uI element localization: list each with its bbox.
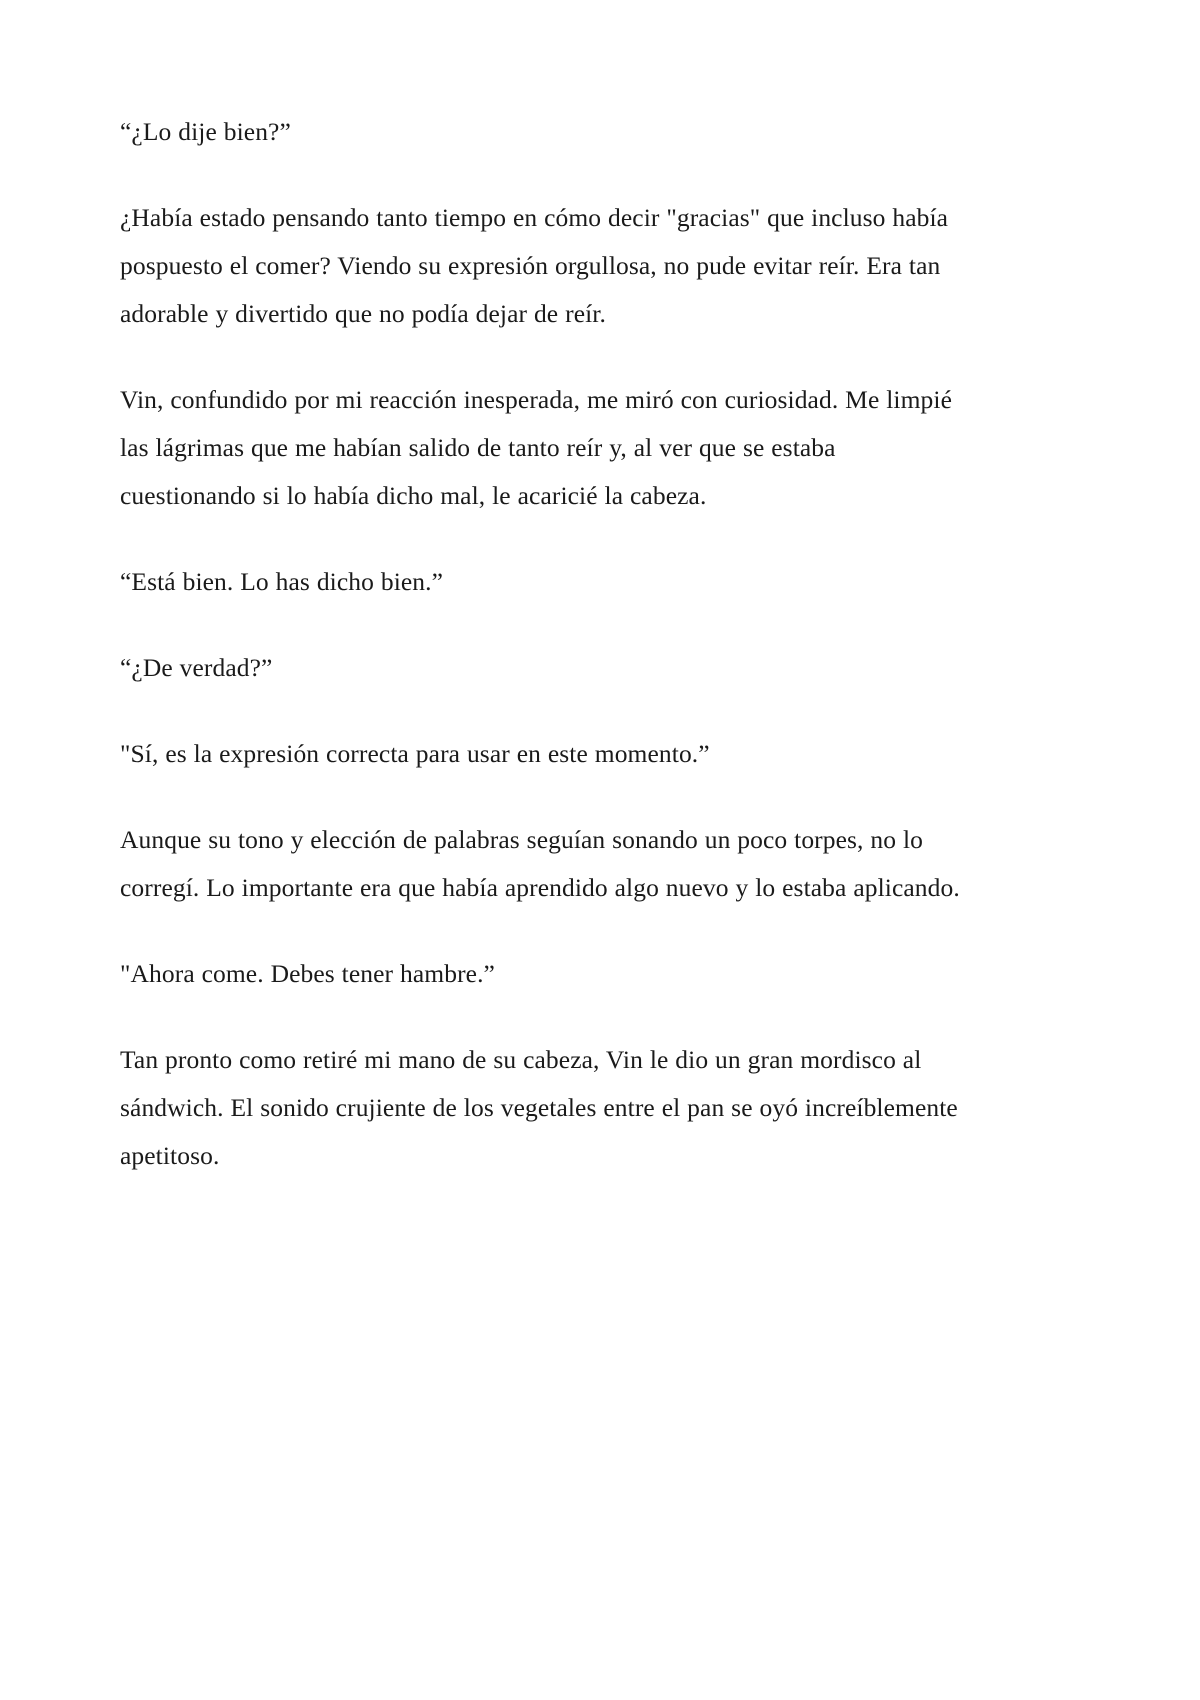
paragraph-4: “Está bien. Lo has dicho bien.”: [120, 567, 444, 596]
paragraph-1: “¿Lo dije bien?”: [120, 117, 291, 146]
paragraph-2: ¿Había estado pensando tanto tiempo en cómo decir "gracias" que incluso había pospuesto el comer? Viendo su expresión orgullosa, no pude evitar reír. Era tan adorable y divertido que no podía dejar de reír.: [120, 203, 949, 328]
paragraph-5: “¿De verdad?”: [120, 653, 273, 682]
paragraph-9: Tan pronto como retiré mi mano de su cabeza, Vin le dio un gran mordisco al sándwich. El sonido crujiente de los vegetales entre el pan se oyó increíblemente apetitoso.: [120, 1045, 958, 1170]
paragraph-6: "Sí, es la expresión correcta para usar en este momento.”: [120, 739, 710, 768]
paragraph-7: Aunque su tono y elección de palabras seguían sonando un poco torpes, no lo corregí. Lo importante era que había aprendido algo nuevo y lo estaba aplicando.: [120, 825, 960, 902]
paragraph-3: Vin, confundido por mi reacción inesperada, me miró con curiosidad. Me limpié las lágrimas que me habían salido de tanto reír y, al ver que se estaba cuestionando si lo había dicho mal, le acaricié la cabeza.: [120, 385, 952, 510]
text-column: [120, 108, 962, 1180]
paragraph-8: "Ahora come. Debes tener hambre.”: [120, 959, 495, 988]
